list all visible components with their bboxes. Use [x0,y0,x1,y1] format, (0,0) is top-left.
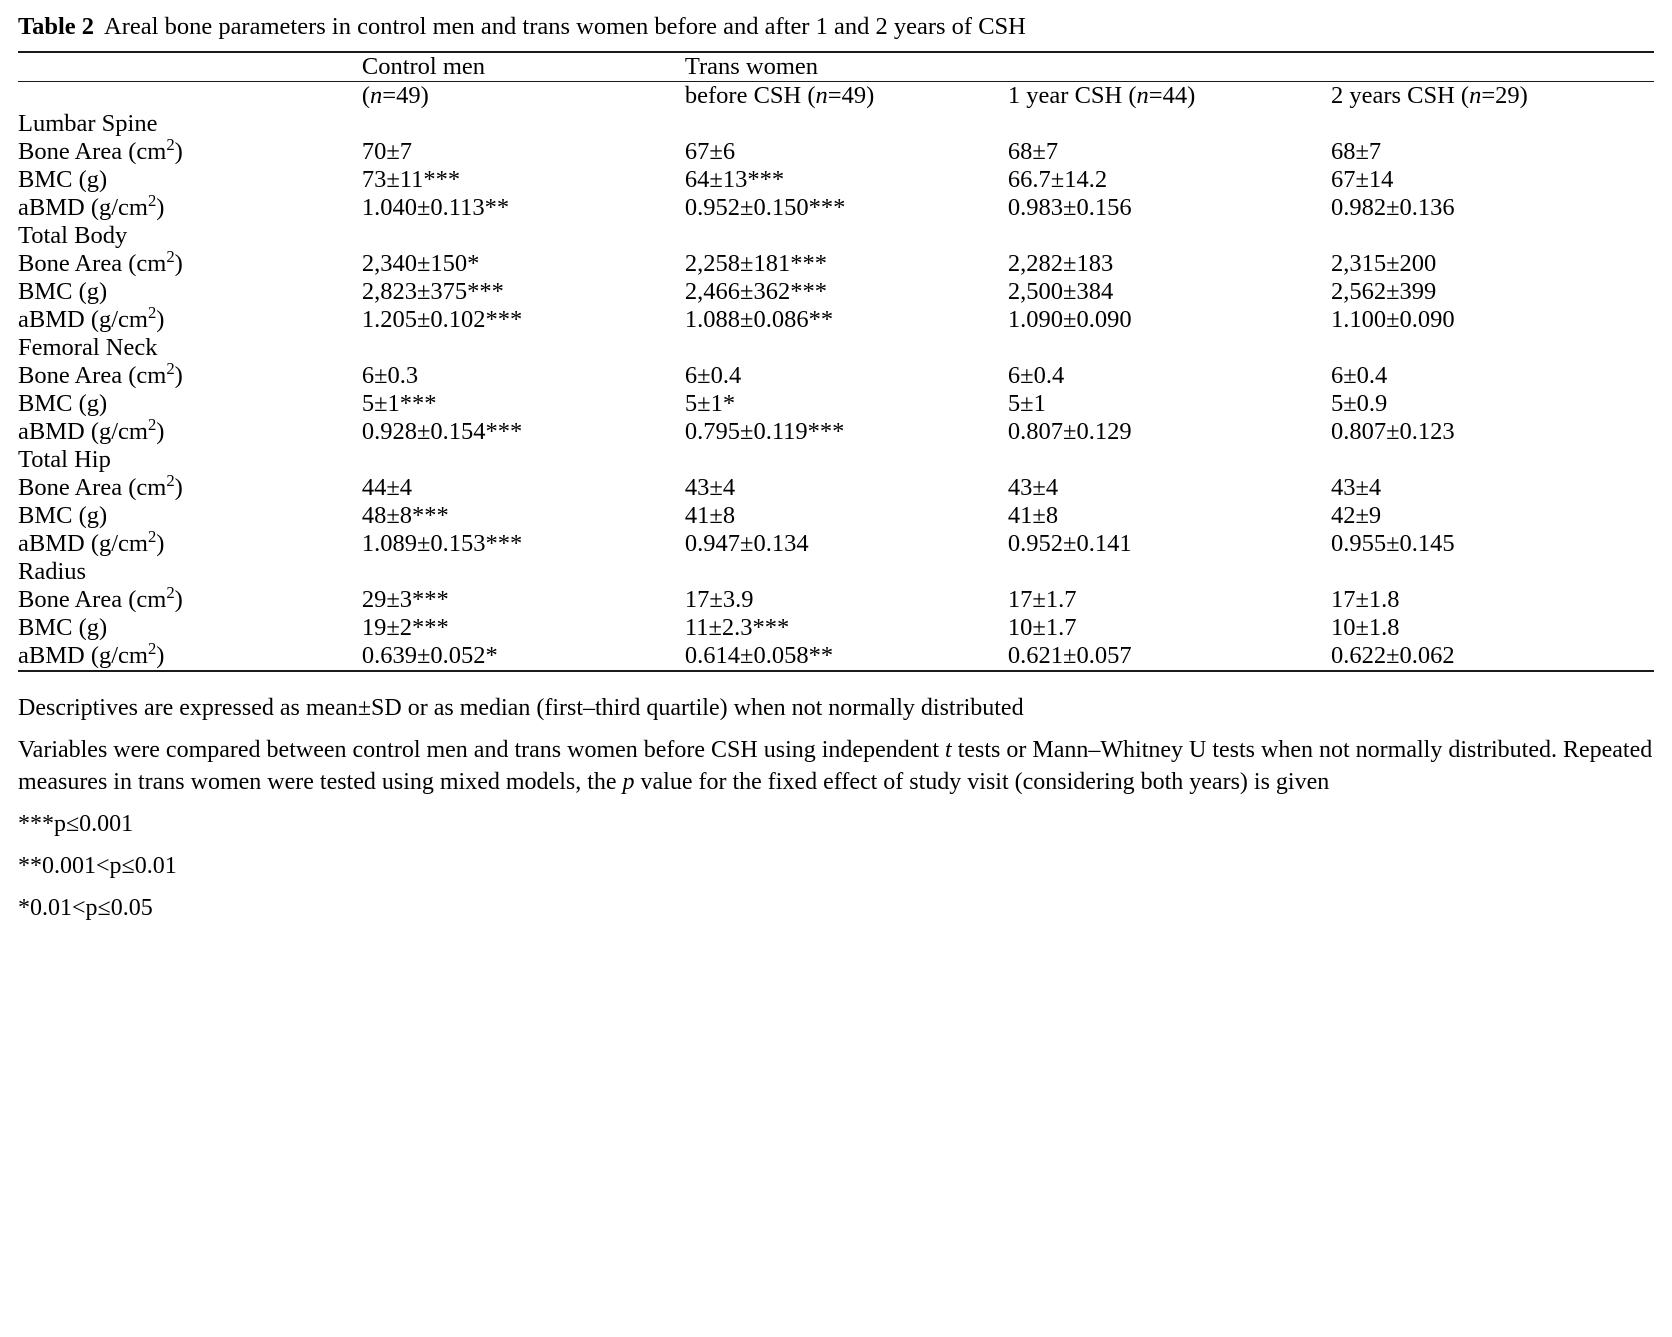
cell-2-years-csh: 43±4 [1330,473,1382,501]
table-header-groups [18,52,1654,82]
cell-before-csh: 2,466±362*** [684,277,827,305]
footnote-statistics [18,734,1654,798]
table-row [18,362,1654,390]
cell-1-year-csh: 41±8 [1007,501,1059,529]
header-col-1-year-csh: 1 year CSH (n=44) [1008,81,1331,110]
header-group-trans-women: Trans women [685,52,1008,82]
cell-1-year-csh: 10±1.7 [1007,613,1077,641]
cell-control-men: 2,340±150* [361,249,480,277]
cell-1-year-csh: 43±4 [1007,473,1059,501]
row-label: BMC (g) [18,165,108,193]
table-row [18,530,1654,558]
table-row [18,418,1654,446]
cell-2-years-csh: 68±7 [1330,137,1382,165]
cell-before-csh: 41±8 [684,501,736,529]
footnote-significance-2: **0.001<p≤0.01 [18,853,177,880]
table-row [18,194,1654,222]
cell-1-year-csh: 17±1.7 [1007,585,1077,613]
section-title: Total Body [18,221,128,249]
cell-control-men: 5±1*** [361,389,437,417]
bone-parameters-table [18,51,1654,682]
cell-before-csh: 0.795±0.119*** [684,417,845,445]
cell-control-men: 70±7 [361,137,413,165]
header-col-2-years-csh: 2 years CSH (n=29) [1331,81,1654,110]
cell-2-years-csh: 0.807±0.123 [1330,417,1455,445]
row-label: aBMD $(g/cm^2)$ [18,638,165,669]
cell-2-years-csh: 2,562±399 [1330,277,1437,305]
header-empty-cell-2 [18,81,362,110]
row-label: aBMD $(g/cm^2)$ [18,190,165,221]
cell-control-men: 48±8*** [361,501,449,529]
cell-control-men: 44±4 [361,473,413,501]
cell-1-year-csh: 5±1 [1007,389,1046,417]
footnote-stat-p: p [622,768,635,795]
row-label: aBMD $(g/cm^2)$ [18,526,165,557]
row-label: BMC (g) [18,389,108,417]
section-title: Total Hip [18,445,111,473]
table-row [18,166,1654,194]
footnote-stat-part2: tests or Mann–Whitney U tests when not normally distributed. Repeated measures in trans women were tested using mixed models, the [18,736,1653,795]
row-label: Bone Area $(cm^2)$ [18,582,183,613]
cell-1-year-csh: 0.621±0.057 [1007,641,1132,669]
cell-1-year-csh: 68±7 [1007,137,1059,165]
footnote-significance-1: ***p≤0.001 [18,811,134,838]
row-label: BMC (g) [18,277,108,305]
row-label: Bone Area $(cm^2)$ [18,470,183,501]
cell-control-men: 19±2*** [361,613,449,641]
footnote-stat-part3: value for the fixed effect of study visit (considering both years) is given [634,768,1330,795]
cell-2-years-csh: 42±9 [1330,501,1382,529]
row-label: aBMD $(g/cm^2)$ [18,302,165,333]
cell-1-year-csh: 6±0.4 [1007,361,1065,389]
table-row [18,642,1654,671]
table-bottom-rule [18,671,1654,682]
table-header-columns [18,81,1654,110]
section-header-row [18,446,1654,474]
section-header-row [18,110,1654,138]
header-col-control-n: (n=49) [362,81,685,110]
cell-control-men: 0.639±0.052* [361,641,498,669]
table-footnotes [18,682,1654,925]
section-header-row [18,558,1654,586]
cell-before-csh: 0.614±0.058** [684,641,834,669]
cell-before-csh: 17±3.9 [684,585,754,613]
cell-2-years-csh: 5±0.9 [1330,389,1388,417]
section-header-row [18,222,1654,250]
header-group-spacer-1 [1008,52,1331,82]
cell-1-year-csh: 66.7±14.2 [1007,165,1108,193]
cell-control-men: 1.040±0.113** [361,193,510,221]
cell-control-men: 73±11*** [361,165,461,193]
cell-control-men: 2,823±375*** [361,277,504,305]
header-empty-cell [18,52,362,82]
row-label: Bone Area $(cm^2)$ [18,246,183,277]
section-title: Femoral Neck [18,333,158,361]
footnote-significance-3: *0.01<p≤0.05 [18,895,153,922]
table-row [18,502,1654,530]
table-body [18,110,1654,671]
header-col-before-csh: before CSH (n=49) [685,81,1008,110]
table-row [18,614,1654,642]
footnote-descriptives: Descriptives are expressed as mean±SD or as median (first–third quartile) when not normally distributed [18,694,1024,721]
cell-before-csh: 43±4 [684,473,736,501]
row-label: BMC (g) [18,613,108,641]
cell-1-year-csh: 0.983±0.156 [1007,193,1132,221]
cell-2-years-csh: 0.955±0.145 [1330,529,1455,557]
table-caption-text: Areal bone parameters in control men and trans women before and after 1 and 2 years of CSH [104,13,1026,40]
cell-1-year-csh: 2,500±384 [1007,277,1114,305]
cell-before-csh: 67±6 [684,137,736,165]
cell-1-year-csh: 0.807±0.129 [1007,417,1132,445]
cell-control-men: 1.205±0.102*** [361,305,523,333]
section-header-row [18,334,1654,362]
section-title: Lumbar Spine [18,109,158,137]
cell-before-csh: 0.952±0.150*** [684,193,846,221]
row-label: BMC (g) [18,501,108,529]
table-caption-label: Table 2 [18,13,95,40]
table-row [18,586,1654,614]
table-caption [18,10,1654,51]
table-row [18,306,1654,334]
cell-1-year-csh: 1.090±0.090 [1007,305,1132,333]
table-row [18,250,1654,278]
cell-before-csh: 11±2.3*** [684,613,790,641]
row-label: Bone Area $(cm^2)$ [18,358,183,389]
cell-2-years-csh: 0.622±0.062 [1330,641,1455,669]
cell-before-csh: 64±13*** [684,165,785,193]
cell-before-csh: 1.088±0.086** [684,305,834,333]
table-row [18,138,1654,166]
cell-2-years-csh: 0.982±0.136 [1330,193,1455,221]
row-label: aBMD $(g/cm^2)$ [18,414,165,445]
cell-control-men: 6±0.3 [361,361,419,389]
cell-2-years-csh: 10±1.8 [1330,613,1400,641]
cell-control-men: 29±3*** [361,585,449,613]
cell-control-men: 1.089±0.153*** [361,529,523,557]
table-row [18,474,1654,502]
section-title: Radius [18,557,87,585]
header-group-control-men: Control men [362,52,685,82]
cell-1-year-csh: 0.952±0.141 [1007,529,1132,557]
cell-2-years-csh: 17±1.8 [1330,585,1400,613]
cell-before-csh: 2,258±181*** [684,249,827,277]
cell-2-years-csh: 1.100±0.090 [1330,305,1455,333]
cell-1-year-csh: 2,282±183 [1007,249,1114,277]
cell-before-csh: 0.947±0.134 [684,529,809,557]
cell-2-years-csh: 6±0.4 [1330,361,1388,389]
cell-before-csh: 6±0.4 [684,361,742,389]
cell-before-csh: 5±1* [684,389,736,417]
table-row [18,390,1654,418]
table-row [18,278,1654,306]
cell-control-men: 0.928±0.154*** [361,417,523,445]
cell-2-years-csh: 2,315±200 [1330,249,1437,277]
cell-2-years-csh: 67±14 [1330,165,1394,193]
footnote-stat-t: t [945,736,952,763]
row-label: Bone Area $(cm^2)$ [18,134,183,165]
header-group-spacer-2 [1331,52,1654,82]
footnote-stat-part1: Variables were compared between control men and trans women before CSH using independent [18,736,946,763]
